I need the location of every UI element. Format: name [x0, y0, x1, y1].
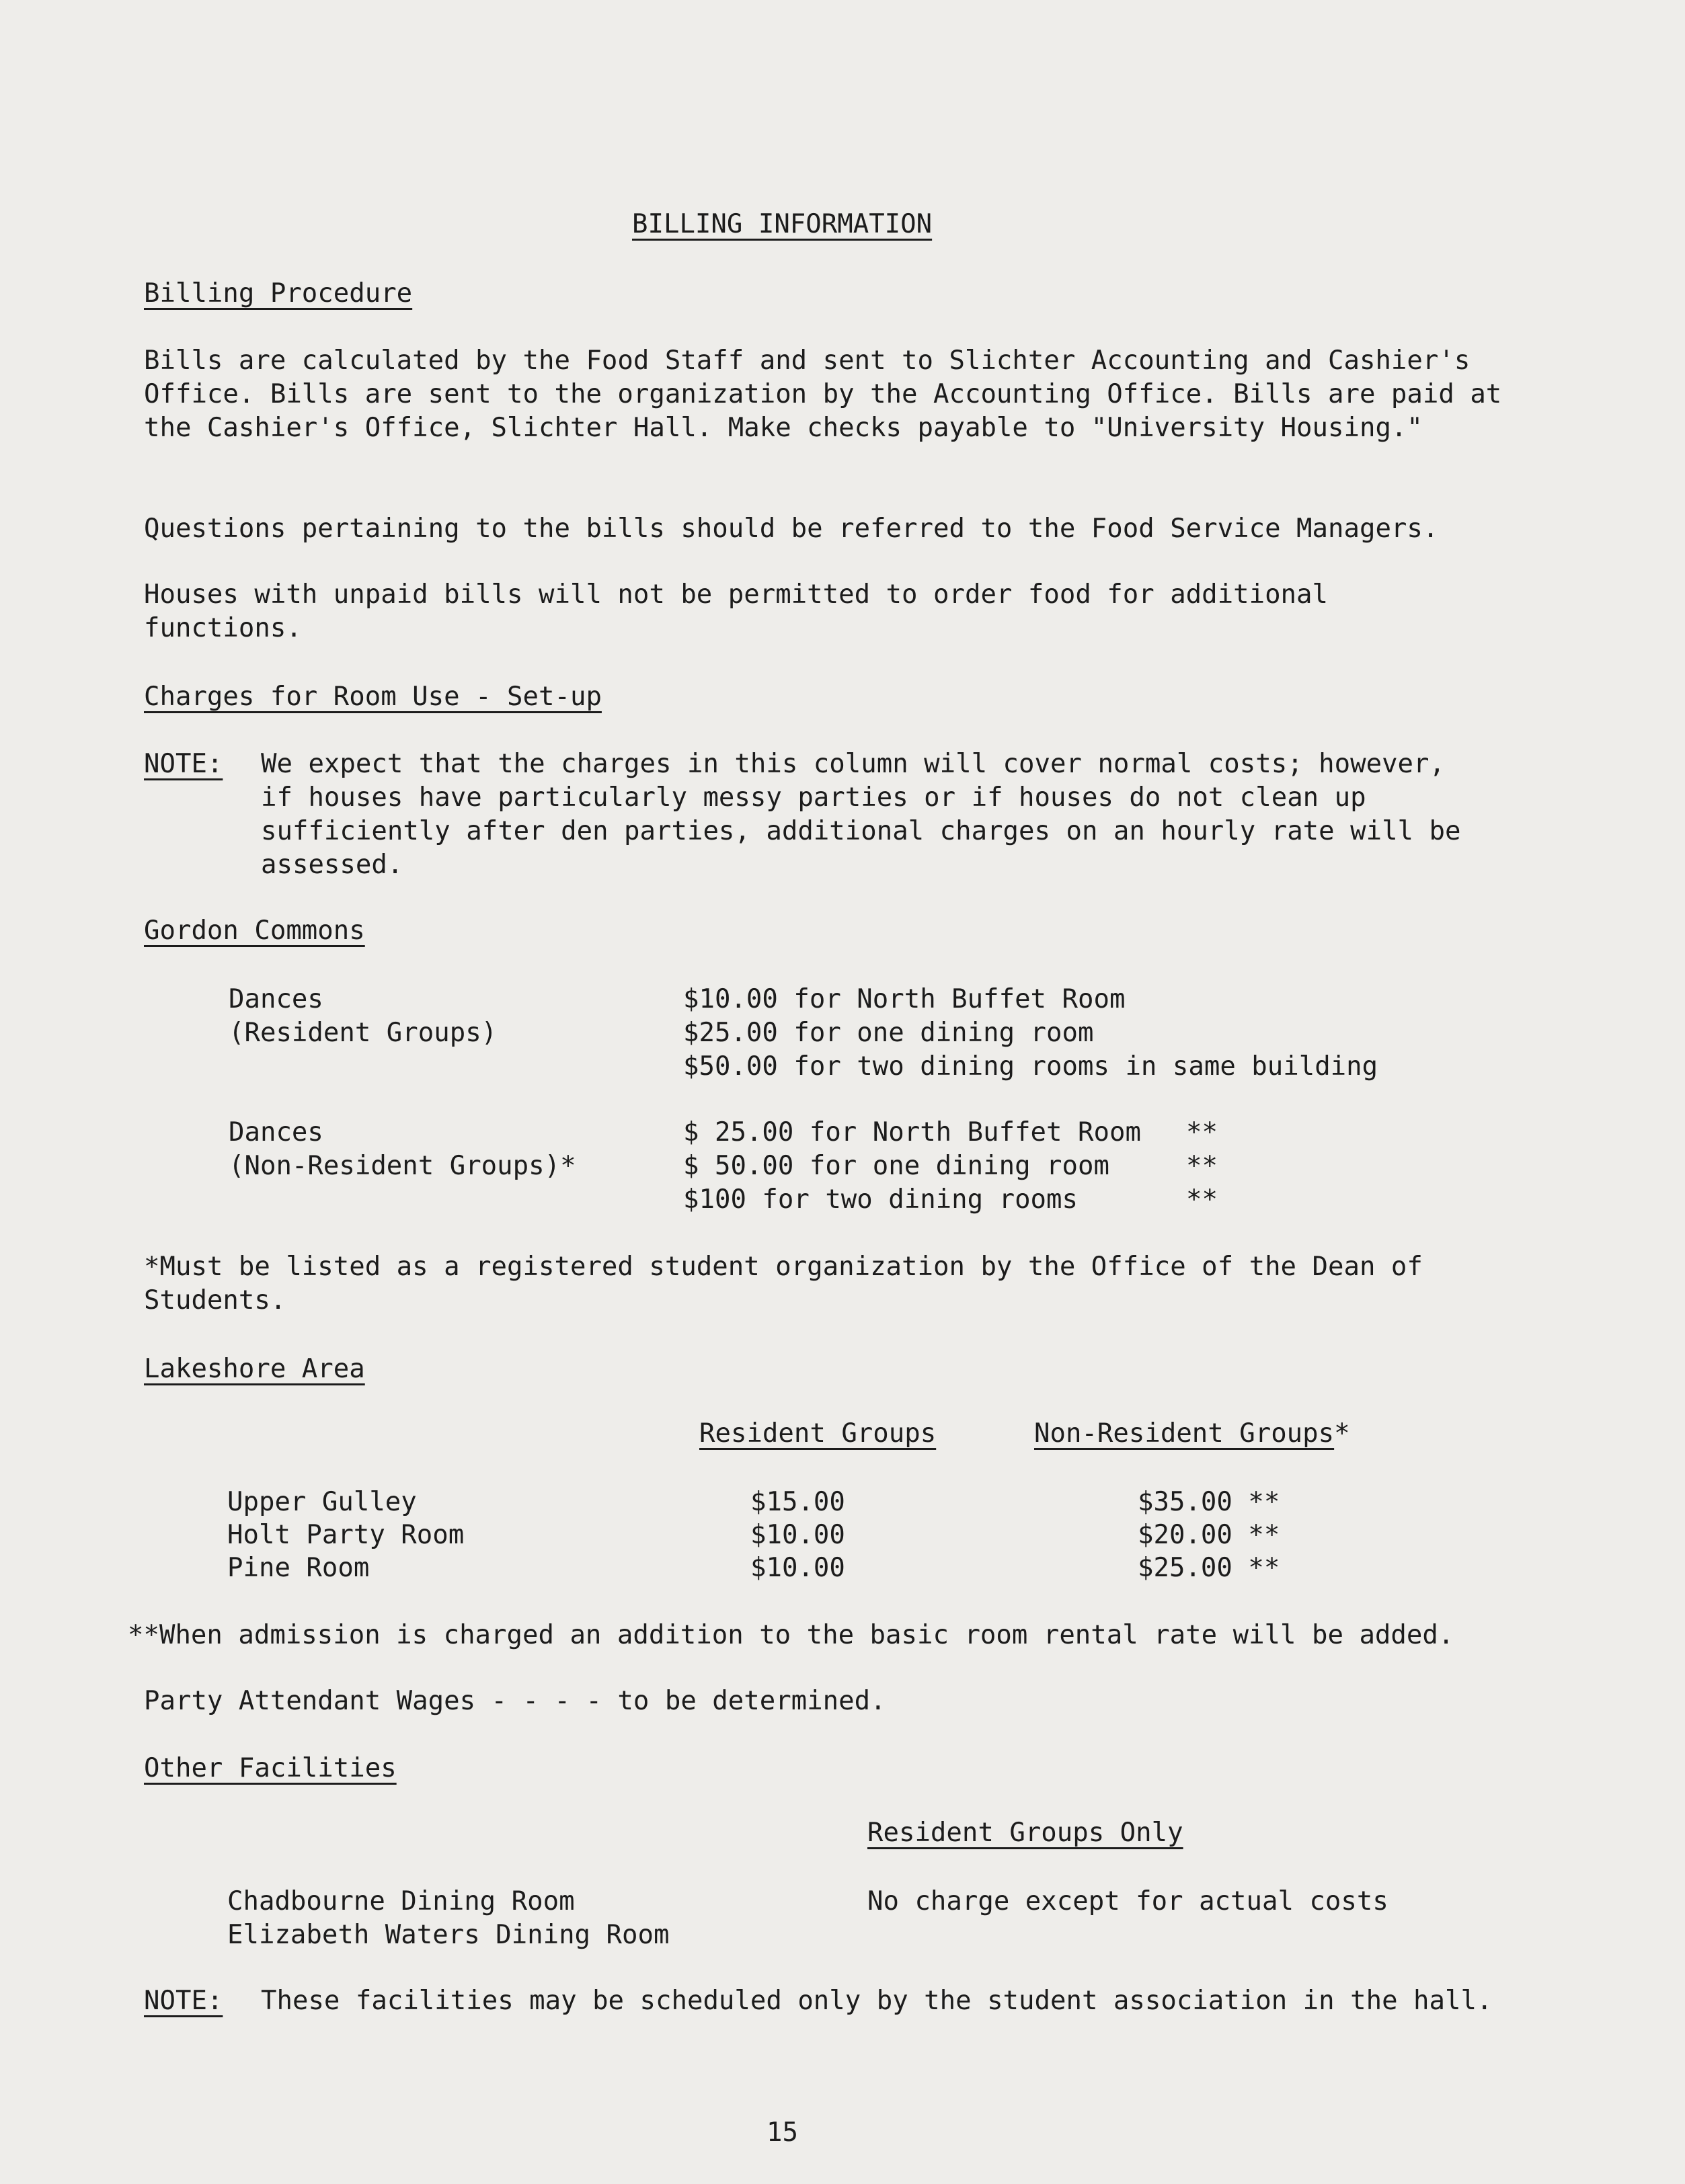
gordon-nonresident-charge: $ 50.00 for one dining room	[683, 1151, 1109, 1181]
attendant-wages: Party Attendant Wages - - - - to be determined.	[144, 1686, 886, 1716]
other-facilities-note-label: NOTE:	[144, 1986, 223, 2016]
room-charges-note-label: NOTE:	[144, 749, 223, 779]
page-title: BILLING INFORMATION	[632, 209, 933, 239]
facility-name: Chadbourne Dining Room	[227, 1886, 575, 1916]
facility-name: Elizabeth Waters Dining Room	[227, 1920, 670, 1950]
gordon-resident-label-2: (Resident Groups)	[229, 1018, 498, 1048]
lakeshore-col-nonresident-mark: *	[1334, 1418, 1350, 1449]
gordon-resident-charge: $50.00 for two dining rooms in same building	[683, 1051, 1378, 1082]
room-charges-note-text: We expect that the charges in this column will cover normal costs; however, if houses have particularly messy parties or if houses do not clean up sufficiently after den parties, additional charges on an hourly rate will be assessed.	[261, 749, 1461, 880]
billing-paragraph-2: Questions pertaining to the bills should be referred to the Food Service Managers.	[144, 514, 1439, 544]
billing-paragraph-3: Houses with unpaid bills will not be permitted to order food for additional functions.	[144, 579, 1328, 643]
gordon-nonresident-label-2: (Non-Resident Groups)*	[229, 1151, 576, 1181]
gordon-nonresident-charge: $ 25.00 for North Buffet Room	[683, 1117, 1141, 1147]
lakeshore-nonresident-rate: $20.00 **	[1138, 1520, 1280, 1550]
gordon-nonresident-mark: **	[1186, 1184, 1218, 1215]
facility-charge: No charge except for actual costs	[867, 1886, 1388, 1916]
gordon-footnote: *Must be listed as a registered student organization by the Office of the Dean of Students.	[144, 1252, 1423, 1316]
other-facilities-heading: Other Facilities	[144, 1753, 397, 1783]
lakeshore-nonresident-rate: $35.00 **	[1138, 1487, 1280, 1517]
room-charges-heading: Charges for Room Use - Set-up	[144, 682, 602, 712]
gordon-nonresident-mark: **	[1186, 1117, 1218, 1147]
admission-note: **When admission is charged an addition to the basic room rental rate will be added.	[128, 1620, 1454, 1650]
gordon-nonresident-mark: **	[1186, 1151, 1218, 1181]
lakeshore-resident-rate: $10.00	[750, 1520, 845, 1550]
gordon-resident-charge: $25.00 for one dining room	[683, 1018, 1094, 1048]
gordon-resident-charge: $10.00 for North Buffet Room	[683, 984, 1126, 1014]
gordon-nonresident-label-1: Dances	[229, 1117, 323, 1147]
lakeshore-resident-rate: $10.00	[750, 1553, 845, 1583]
gordon-resident-label-1: Dances	[229, 984, 323, 1014]
lakeshore-col-nonresident-label: Non-Resident Groups	[1034, 1418, 1335, 1449]
lakeshore-room: Pine Room	[227, 1553, 370, 1583]
lakeshore-col-nonresident	[1034, 1417, 1350, 1451]
page-number: 15	[767, 2117, 798, 2148]
other-facilities-note-text: These facilities may be scheduled only by the student association in the hall.	[261, 1986, 1493, 2016]
gordon-nonresident-charge: $100 for two dining rooms	[683, 1184, 1078, 1215]
lakeshore-resident-rate: $15.00	[750, 1487, 845, 1517]
billing-paragraph-1: Bills are calculated by the Food Staff and sent to Slichter Accounting and Cashier's Office. Bills are sent to the organization by the Accounting Office. Bills are paid at the Cashier's Office, Slichter Hall. Make checks payable to "University Housing."	[144, 346, 1502, 443]
lakeshore-col-resident: Resident Groups	[699, 1418, 937, 1449]
lakeshore-nonresident-rate: $25.00 **	[1138, 1553, 1280, 1583]
billing-procedure-heading: Billing Procedure	[144, 278, 413, 309]
other-facilities-col-heading: Resident Groups Only	[867, 1818, 1183, 1848]
gordon-commons-heading: Gordon Commons	[144, 916, 365, 946]
lakeshore-heading: Lakeshore Area	[144, 1354, 365, 1384]
lakeshore-room: Holt Party Room	[227, 1520, 465, 1550]
lakeshore-room: Upper Gulley	[227, 1487, 417, 1517]
